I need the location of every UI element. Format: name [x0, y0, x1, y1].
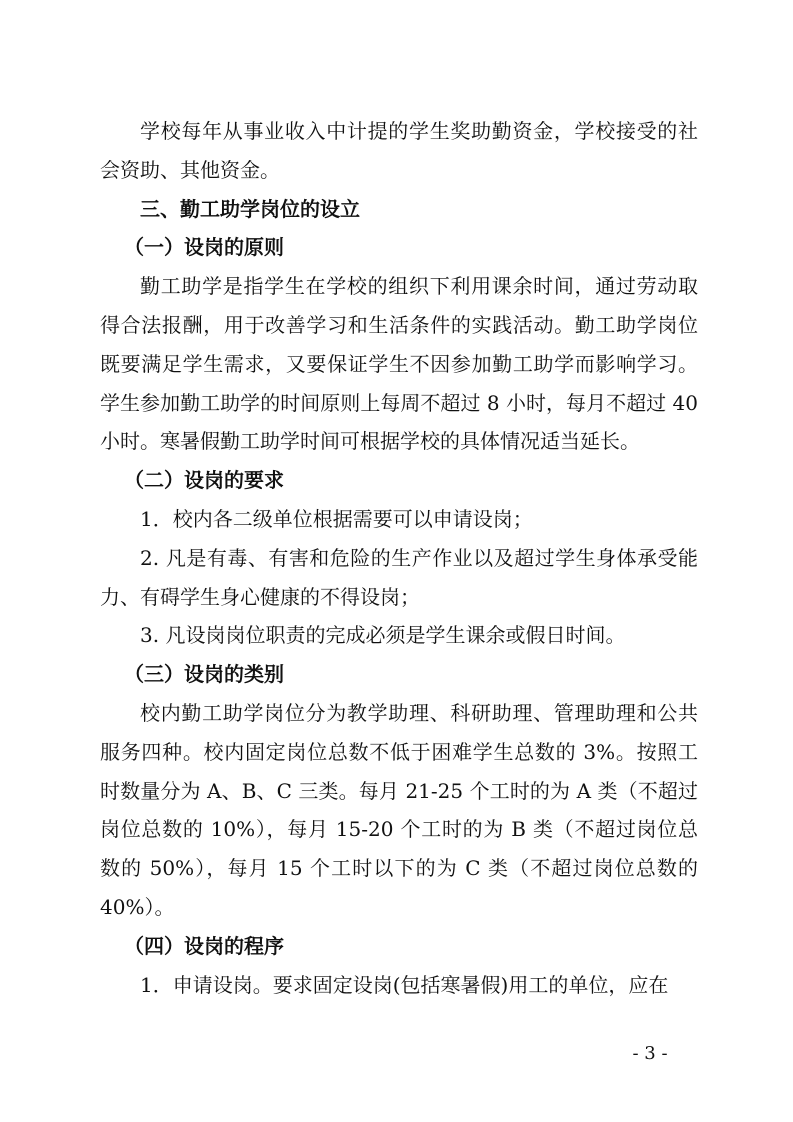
subsection-heading-principles: （一）设岗的原则: [124, 235, 284, 260]
list-item-requirement-2: 2. 凡是有毒、有害和危险的生产作业以及超过学生身体承受能力、有碍学生身心健康的不得设岗；: [100, 545, 698, 609]
subsection-heading-requirements: （二）设岗的要求: [124, 468, 284, 493]
list-item-requirement-1: 1．校内各二级单位根据需要可以申请设岗；: [140, 506, 533, 531]
list-item-procedure-1: 1．申请设岗。要求固定设岗(包括寒暑假)用工的单位，应在: [140, 972, 669, 997]
paragraph-principles: 勤工助学是指学生在学校的组织下利用课余时间，通过劳动取得合法报酬，用于改善学习和生活条件的实践活动。勤工助学岗位既要满足学生需求，又要保证学生不因参加勤工助学而影响学习。学生参加勤工助学的时间原则上每周不超过 8 小时，每月不超过 40 小时。寒暑假勤工助学时间可根据学校的具体情况适当延长。: [100, 274, 698, 454]
list-item-requirement-3: 3. 凡设岗岗位职责的完成必须是学生课余或假日时间。: [140, 623, 626, 648]
paragraph-funding-sources: 学校每年从事业收入中计提的学生奖助勤资金，学校接受的社会资助、其他资金。: [100, 119, 698, 182]
section-heading-3: 三、勤工助学岗位的设立: [140, 196, 360, 221]
subsection-heading-categories: （三）设岗的类别: [124, 662, 284, 687]
document-body: [100, 112, 698, 1004]
subsection-heading-procedure: （四）设岗的程序: [124, 933, 284, 958]
paragraph-categories: 校内勤工助学岗位分为教学助理、科研助理、管理助理和公共服务四种。校内固定岗位总数不低于困难学生总数的 3%。按照工时数量分为 A、B、C 三类。每月 21-25 个工时的为 A 类（不超过岗位总数的 10%），每月 15-20 个工时的为 B 类（不超过岗位总数的 50%），每月 15 个工时以下的为 C 类（不超过岗位总数的 40%）。: [100, 700, 698, 919]
page-number: - 3 -: [632, 1043, 668, 1064]
